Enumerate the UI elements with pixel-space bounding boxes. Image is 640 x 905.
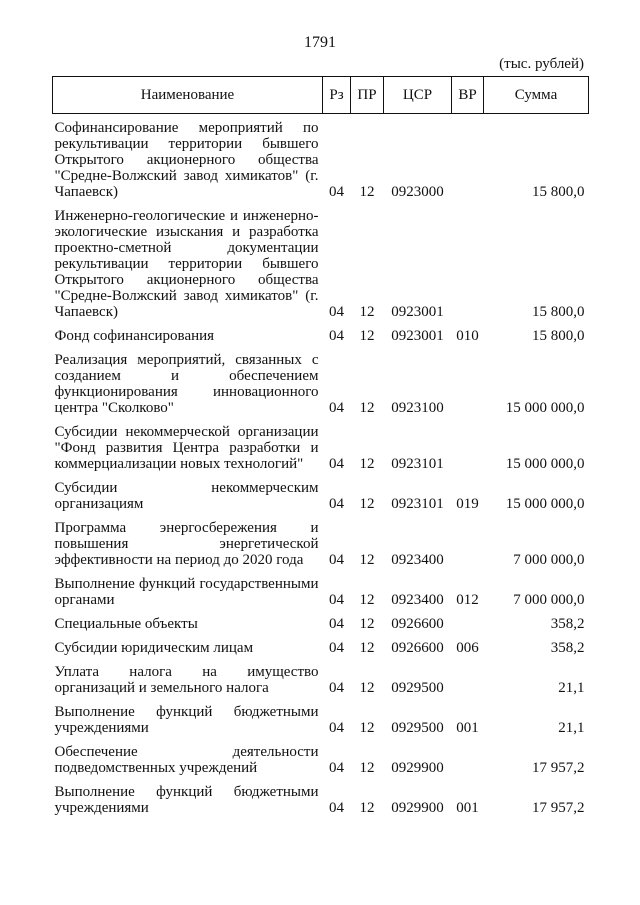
cell-csr: 0923400 <box>391 592 444 608</box>
cell-rz: 04 <box>329 800 344 816</box>
cell-vr <box>452 608 484 632</box>
cell-pr: 12 <box>359 800 375 816</box>
table-row <box>53 736 589 776</box>
cell-rz: 04 <box>329 184 344 200</box>
cell-csr: 0929500 <box>391 720 444 736</box>
cell-name: Инженерно-геологические и инженерно-экологические изыскания и разработка проектно-сметной документации рекультивации территории бывшего Открытого акционерного общества "Средне-Волжский завод химикатов" (г. Чапаевск) <box>54 208 319 320</box>
cell-rz: 04 <box>329 552 344 568</box>
cell-pr: 12 <box>359 720 375 736</box>
cell-name: Субсидии некоммерческой организации "Фонд развития Центра разработки и коммерциализации новых технологий" <box>54 424 319 472</box>
cell-vr: 019 <box>456 496 479 512</box>
table-row <box>53 656 589 696</box>
cell-csr: 0923101 <box>391 456 444 472</box>
cell-vr: 012 <box>456 592 479 608</box>
cell-pr: 12 <box>359 328 375 344</box>
header-pr: ПР <box>351 77 384 114</box>
budget-table <box>52 76 589 816</box>
cell-csr: 0926600 <box>391 616 444 632</box>
table-row <box>53 344 589 416</box>
cell-csr: 0929500 <box>391 680 444 696</box>
cell-rz: 04 <box>329 400 344 416</box>
cell-csr: 0923000 <box>391 184 444 200</box>
cell-rz: 04 <box>329 640 344 656</box>
cell-sum: 15 800,0 <box>532 328 585 344</box>
cell-rz: 04 <box>329 304 344 320</box>
cell-name: Выполнение функций бюджетными учреждениями <box>54 784 319 816</box>
cell-vr <box>452 200 484 320</box>
table-row <box>53 416 589 472</box>
cell-vr <box>452 344 484 416</box>
cell-sum: 21,1 <box>558 720 585 736</box>
cell-pr: 12 <box>359 496 375 512</box>
table-row <box>53 608 589 632</box>
cell-vr: 001 <box>456 800 479 816</box>
cell-rz: 04 <box>329 592 344 608</box>
cell-pr: 12 <box>359 456 375 472</box>
cell-csr: 0926600 <box>391 640 444 656</box>
cell-sum: 15 000 000,0 <box>505 496 585 512</box>
cell-sum: 15 800,0 <box>532 304 585 320</box>
cell-vr <box>452 512 484 568</box>
cell-pr: 12 <box>359 304 375 320</box>
cell-vr: 001 <box>456 720 479 736</box>
header-vr: ВР <box>452 77 484 114</box>
cell-name: Реализация мероприятий, связанных с созданием и обеспечением функционирования инновационного центра "Сколково" <box>54 352 319 416</box>
cell-pr: 12 <box>359 400 375 416</box>
cell-pr: 12 <box>359 592 375 608</box>
cell-sum: 358,2 <box>550 616 585 632</box>
cell-name: Программа энергосбережения и повышения энергетической эффективности на период до 2020 года <box>54 520 319 568</box>
table-row <box>53 568 589 608</box>
table-row <box>53 776 589 816</box>
table-row <box>53 632 589 656</box>
cell-csr: 0923100 <box>391 400 444 416</box>
cell-sum: 358,2 <box>550 640 585 656</box>
cell-pr: 12 <box>359 640 375 656</box>
cell-csr: 0929900 <box>391 760 444 776</box>
cell-rz: 04 <box>329 496 344 512</box>
cell-name: Специальные объекты <box>54 616 198 632</box>
cell-pr: 12 <box>359 680 375 696</box>
table-row <box>53 472 589 512</box>
cell-pr: 12 <box>359 616 375 632</box>
page-number: 1791 <box>304 34 336 51</box>
cell-csr: 0923001 <box>391 328 444 344</box>
cell-name: Выполнение функций государственными органами <box>54 576 319 608</box>
cell-name: Фонд софинансирования <box>54 328 215 344</box>
cell-sum: 21,1 <box>558 680 585 696</box>
cell-name: Субсидии некоммерческим организациям <box>54 480 319 512</box>
cell-rz: 04 <box>329 616 344 632</box>
cell-csr: 0923101 <box>391 496 444 512</box>
cell-vr: 010 <box>456 328 479 344</box>
cell-sum: 7 000 000,0 <box>513 592 585 608</box>
cell-name: Софинансирование мероприятий по рекультивации территории бывшего Открытого акционерного общества "Средне-Волжский завод химикатов" (г. Чапаевск) <box>54 120 319 200</box>
cell-vr <box>452 736 484 776</box>
table-row <box>53 696 589 736</box>
table-row <box>53 114 589 201</box>
cell-vr <box>452 416 484 472</box>
cell-name: Обеспечение деятельности подведомственных учреждений <box>54 744 319 776</box>
cell-sum: 17 957,2 <box>532 800 585 816</box>
cell-csr: 0923001 <box>391 304 444 320</box>
table-header-row <box>53 77 589 114</box>
cell-sum: 7 000 000,0 <box>513 552 585 568</box>
table-row <box>53 320 589 344</box>
cell-sum: 15 000 000,0 <box>505 456 585 472</box>
cell-rz: 04 <box>329 680 344 696</box>
cell-sum: 17 957,2 <box>532 760 585 776</box>
cell-rz: 04 <box>329 328 344 344</box>
cell-name: Выполнение функций бюджетными учреждениями <box>54 704 319 736</box>
units-note: (тыс. рублей) <box>499 56 584 72</box>
table-row <box>53 200 589 320</box>
cell-pr: 12 <box>359 184 375 200</box>
cell-pr: 12 <box>359 552 375 568</box>
header-sum: Сумма <box>484 77 589 114</box>
cell-rz: 04 <box>329 760 344 776</box>
header-rz: Рз <box>323 77 351 114</box>
cell-csr: 0923400 <box>391 552 444 568</box>
header-csr: ЦСР <box>384 77 452 114</box>
cell-pr: 12 <box>359 760 375 776</box>
cell-rz: 04 <box>329 720 344 736</box>
cell-vr <box>452 656 484 696</box>
cell-name: Субсидии юридическим лицам <box>54 640 254 656</box>
header-name: Наименование <box>53 77 323 114</box>
cell-vr: 006 <box>456 640 479 656</box>
cell-rz: 04 <box>329 456 344 472</box>
cell-sum: 15 000 000,0 <box>505 400 585 416</box>
cell-name: Уплата налога на имущество организаций и земельного налога <box>54 664 319 696</box>
cell-vr <box>452 114 484 201</box>
table-row <box>53 512 589 568</box>
cell-sum: 15 800,0 <box>532 184 585 200</box>
cell-csr: 0929900 <box>391 800 444 816</box>
